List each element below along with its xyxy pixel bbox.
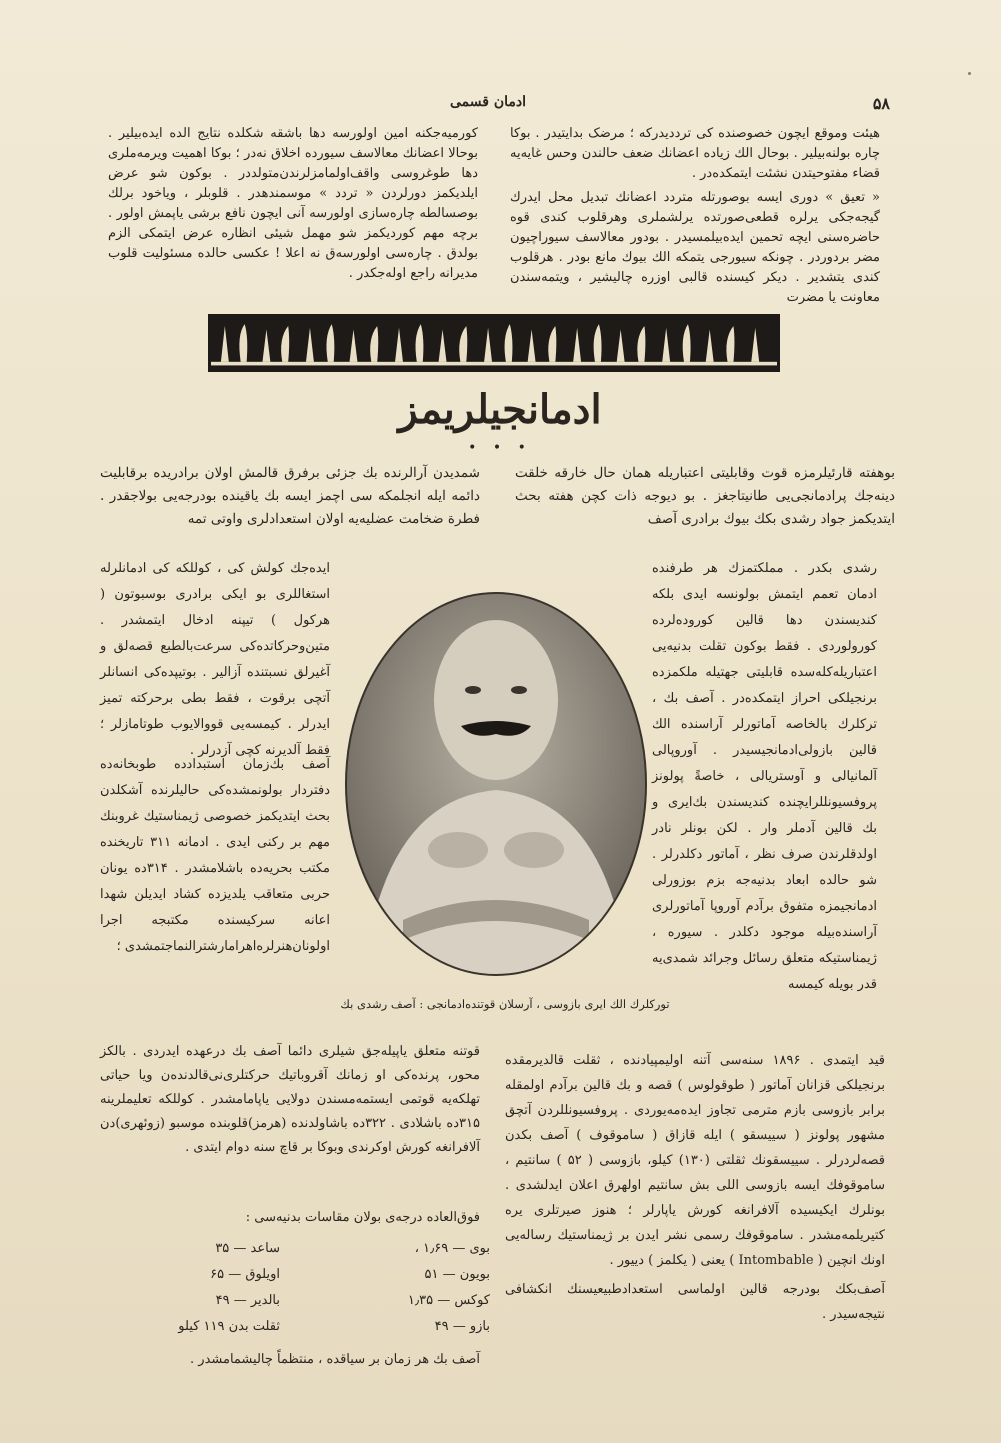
paragraph: هیئت وموقع ایچون خصوصنده کی ترددیدرکه ؛ مرضک بدایتیدر . بوکا چاره بولنه‌بیلیر . بوحال الك زیاده اعضانك ضعف حالندن وحس غایه‌یه قضاء مفتوحیتدن نشئت ایتمکده‌در .	[510, 126, 880, 181]
paragraph: ایده‌جك کولش کی ، کوللکه کی ادمانلرله استغاللری بو ایکی برادری بوسبوتون ( هرکول ) تیپنه ادخال ایتمشدر . متین‌وحرکاتده‌کی سرعت‌بالطبع قصه‌لق و آغیرلق نسبتنده آزالیر . بوتیپده‌کی انسانلر آتچی برقوت ، فقط بطی برحرکته تمیز ایدرلر . کیمسه‌یی قووالایوب طوتامازلر ؛ فقط آلدیرنه کچی آزدرلر .	[100, 561, 330, 758]
bottom-left-column: قوتنه متعلق یاپیله‌جق شیلری دائما آصف بك درعهده ایدردی . بالکز محور، پرنده‌کی او زمانك آقروباتیك حرکتلری‌نی‌قالدنده‌ن ویا حیاتی تهلکه‌یه قوتمی ایستمه‌مسندن دولایی یاپامامشدر . کوللکه تعلیملرینه ۳۱۵ده باشلادی . ۳۲۲ده باشاولدنده (هرمز)قلوبنده موسبو (زوئهری)دن آلافرانغه کورش اوکرندی وبوکا بر قاچ سنه دوام ایتدی .	[100, 1044, 480, 1155]
intro-left-text: شمدیدن آرالرنده بك جزئی برفرق قالمش اولان برادریده برقابلیت دائمه ایله انجلمکه سی اچمز ایسه بك یاقینده بودرجه‌یی بولاجقدر . فطرة ضخامت عضلیه‌یه اولان استعدادلری واوتی تمه	[100, 465, 480, 527]
measurement-cell: کوکس — ۱٫۳۵	[407, 1293, 490, 1308]
measurement-cell: بالدیر — ۴۹	[215, 1293, 280, 1308]
measurements-title: فوق‌العاده درجه‌ی بولان مقاسات بدنیه‌سی :	[245, 1210, 480, 1225]
article-headline: ادمانجیلریمز	[398, 386, 602, 433]
measurement-cell: ثقلت بدن ۱۱۹ کیلو	[178, 1319, 280, 1334]
paragraph: « تعیق » دوری ایسه بوصورتله متردد اعضانك تبدیل محل ایدرك گیجه‌جکی یرلره قطعی‌صورتده یرلشملری وهرقلوب کندی قوه حاضره‌سنی ایچه تحمین ایده‌بیلمسیدر . بودور معالاسف سیوراچیون مضر بردوردر . چونکه سیورجی یتمکه الك بیوك مانع بودر . هرقلوب کندی یتشدیر . دیکر کیسنده قالبی اوزره چالیشیر ، ویتمه‌سندن معاونت یا مضرت	[510, 190, 880, 305]
section-title: ادمان قسمی	[450, 94, 526, 110]
measurement-row	[110, 1288, 490, 1314]
closing-line: آصف بك هر زمان بر سیاقده ، منتظماً چالیشمامشدر .	[190, 1352, 480, 1367]
top-left-column	[108, 124, 478, 324]
measurement-cell: ساعد — ۳۵	[215, 1241, 280, 1256]
scan-speck	[968, 72, 971, 75]
bottom-right-column	[505, 1048, 885, 1378]
paragraph: آصف بك‌زمان استبدادده طوبخانه‌ده دفتردار بولونمشده‌کی حالیلرنده آشکلدن بحث ایتدیکمز خصوصی ژیمناستیك غروبنك مهم بر رکنی ایدی . ادمانه ۳۱۱ تاریخنده مکتب بحریه‌ده باشلامشدر . ۳۱۴ده یونان حربی متعاقب یلدیزده کشاد ایدیلن شهدا اعانه سرکیسنده مکتبجه اجرا اولونان‌هنرلره‌اهرامارشترالنماجتمشدی ؛	[100, 757, 330, 954]
measurement-cell: بوی — ۱٫۶۹ ،	[414, 1241, 490, 1256]
iris-pattern-graphic	[211, 317, 777, 369]
headline-dots: • • •	[468, 440, 532, 456]
portrait-photo	[343, 590, 649, 978]
right-narrow-column: رشدی بکدر . مملکتمزك هر طرفنده ادمان تعمم ایتمش بولونسه ایدی بلکه کندیسندن دها قالین کوروده‌لرده کورولوردی . فقط بوکون تقلت بدنیه‌یی اعتباریله‌کله‌سده قابلیتی جهتیله ملکمزده برنجیلکی احراز ایتمکده‌در . آصف بك ، ترکلرك بالخاصه آماتورلر آراسنده الك قالین بازولی‌ادمانجیسیدر . آوروپالی آلمانیالی و آوستریالی ، خاصةً پولونز پروفسیونللرایچنده کندیسندن بك‌ایری و بك قالین آدملر وار . لکن بونلر نادر اولدقلرندن صرف نظر ، آماتور دکلدرلر . شو حالده ابعاد بدنیه‌جه بزم بوزورلی ادمانجیمزه متفوق برآدم آوروپا آماتورلری آراسنده‌بیله موجود دکلدر . سیوره ، ژیمناستیکه متعلق رسائل وجرائد شمدی‌یه قدر بویله کیمسه	[652, 561, 877, 992]
paragraph: کورمیه‌جکنه امین اولورسه دها باشقه شکلده نتایج الده ایده‌بیلیر . بوحالا اعضانك معالاسف سیورده اخلاق نه‌در ؛ بوکا اهمیت ویرمه‌ملری دها طوغروسی واقف‌اولمامزلرندن‌متولددر . بوکون شو عرض ایلدیکمز دورلردن « تردد » موسمندهدر . قلوبلر ، ویاخود برلك بوصسالطه چاره‌سازی اولورسه آنی ایچون نافع برشی یاپمش اولور . برچه مهم کوردیکمز شو مهمل شیئی انظاره عرض ایتمکی الزم بولدق . چاره‌سی اولورسه‌ق نه اعلا ! عکسی حالده مسئولیت قلوب مدیرانه راجع اوله‌جکدر .	[108, 126, 478, 281]
paragraph: قید ایتمدی . ۱۸۹۶ سنه‌سی آتنه اولیمپیادنده ، ثقلت قالدیرمقده برنجیلکی قزانان آماتور ( طوقولوس ) قصه و بك قالین برآدم اولمقله برابر بازوسی بازم مترمی تجاوز ایده‌مه‌یوردی . پروفسیونللردن آتچق مشهور پولونز ( سییسقو ) ایله قازاق ( ساموقوف ) آصف بکدن قصه‌لردرلر . سییسقونك ثقلتی (۱۳۰) کیلو، بازوسی ( ۵۲ ) سانتیم ، ساموقوفك ایسه بازوسی اللی بش سانتیم اولهرق اعلان ایدلشدی . بونلرك ایکیسیده آلافرانغه کورش یاپارلر ؛ هنوز صیرتلری یره کتیریلمه‌مشدر . ساموقوفك رسمی نشر ایدن بر ژیمناستیك رساله‌یی اونك انچین ( Intombable ) یعنی ( یکلمز ) دییور .	[505, 1053, 885, 1268]
portrait-image	[343, 590, 649, 978]
measurement-cell: بویون — ۵۱	[424, 1267, 490, 1282]
left-narrow-column-2	[100, 752, 330, 1022]
intro-right-text: بوهفته قارئیلرمزه قوت وقابلیتی اعتباریله همان حال خارقه خلقت دینه‌جك پرادمانجی‌یی طانیتاجغز . بو دیوجه ذات کچن هفته بحث ایتدیکمز جواد رشدی بکك بیوك برادری آصف	[515, 465, 895, 527]
portrait-caption: تورکلرك الك ایری بازوسی ، آرسلان قوتنده‌ادمانجی : آصف رشدی بك	[340, 997, 670, 1011]
measurement-cell: بازو — ۴۹	[434, 1319, 490, 1334]
paragraph: آصف‌بکك بودرجه قالین اولماسی استعدادطبیعیسنك انکشافی نتیجه‌سیدر .	[505, 1282, 885, 1322]
iris-ornament-banner	[208, 314, 780, 372]
top-right-column	[510, 124, 880, 324]
measurement-cell: اویلوق — ۶۵	[210, 1267, 280, 1282]
measurement-row	[110, 1262, 490, 1288]
measurement-row	[110, 1236, 490, 1262]
measurements-table	[110, 1236, 490, 1340]
page-header	[160, 94, 890, 118]
measurement-row	[110, 1314, 490, 1340]
page-number: ۵۸	[872, 94, 890, 113]
